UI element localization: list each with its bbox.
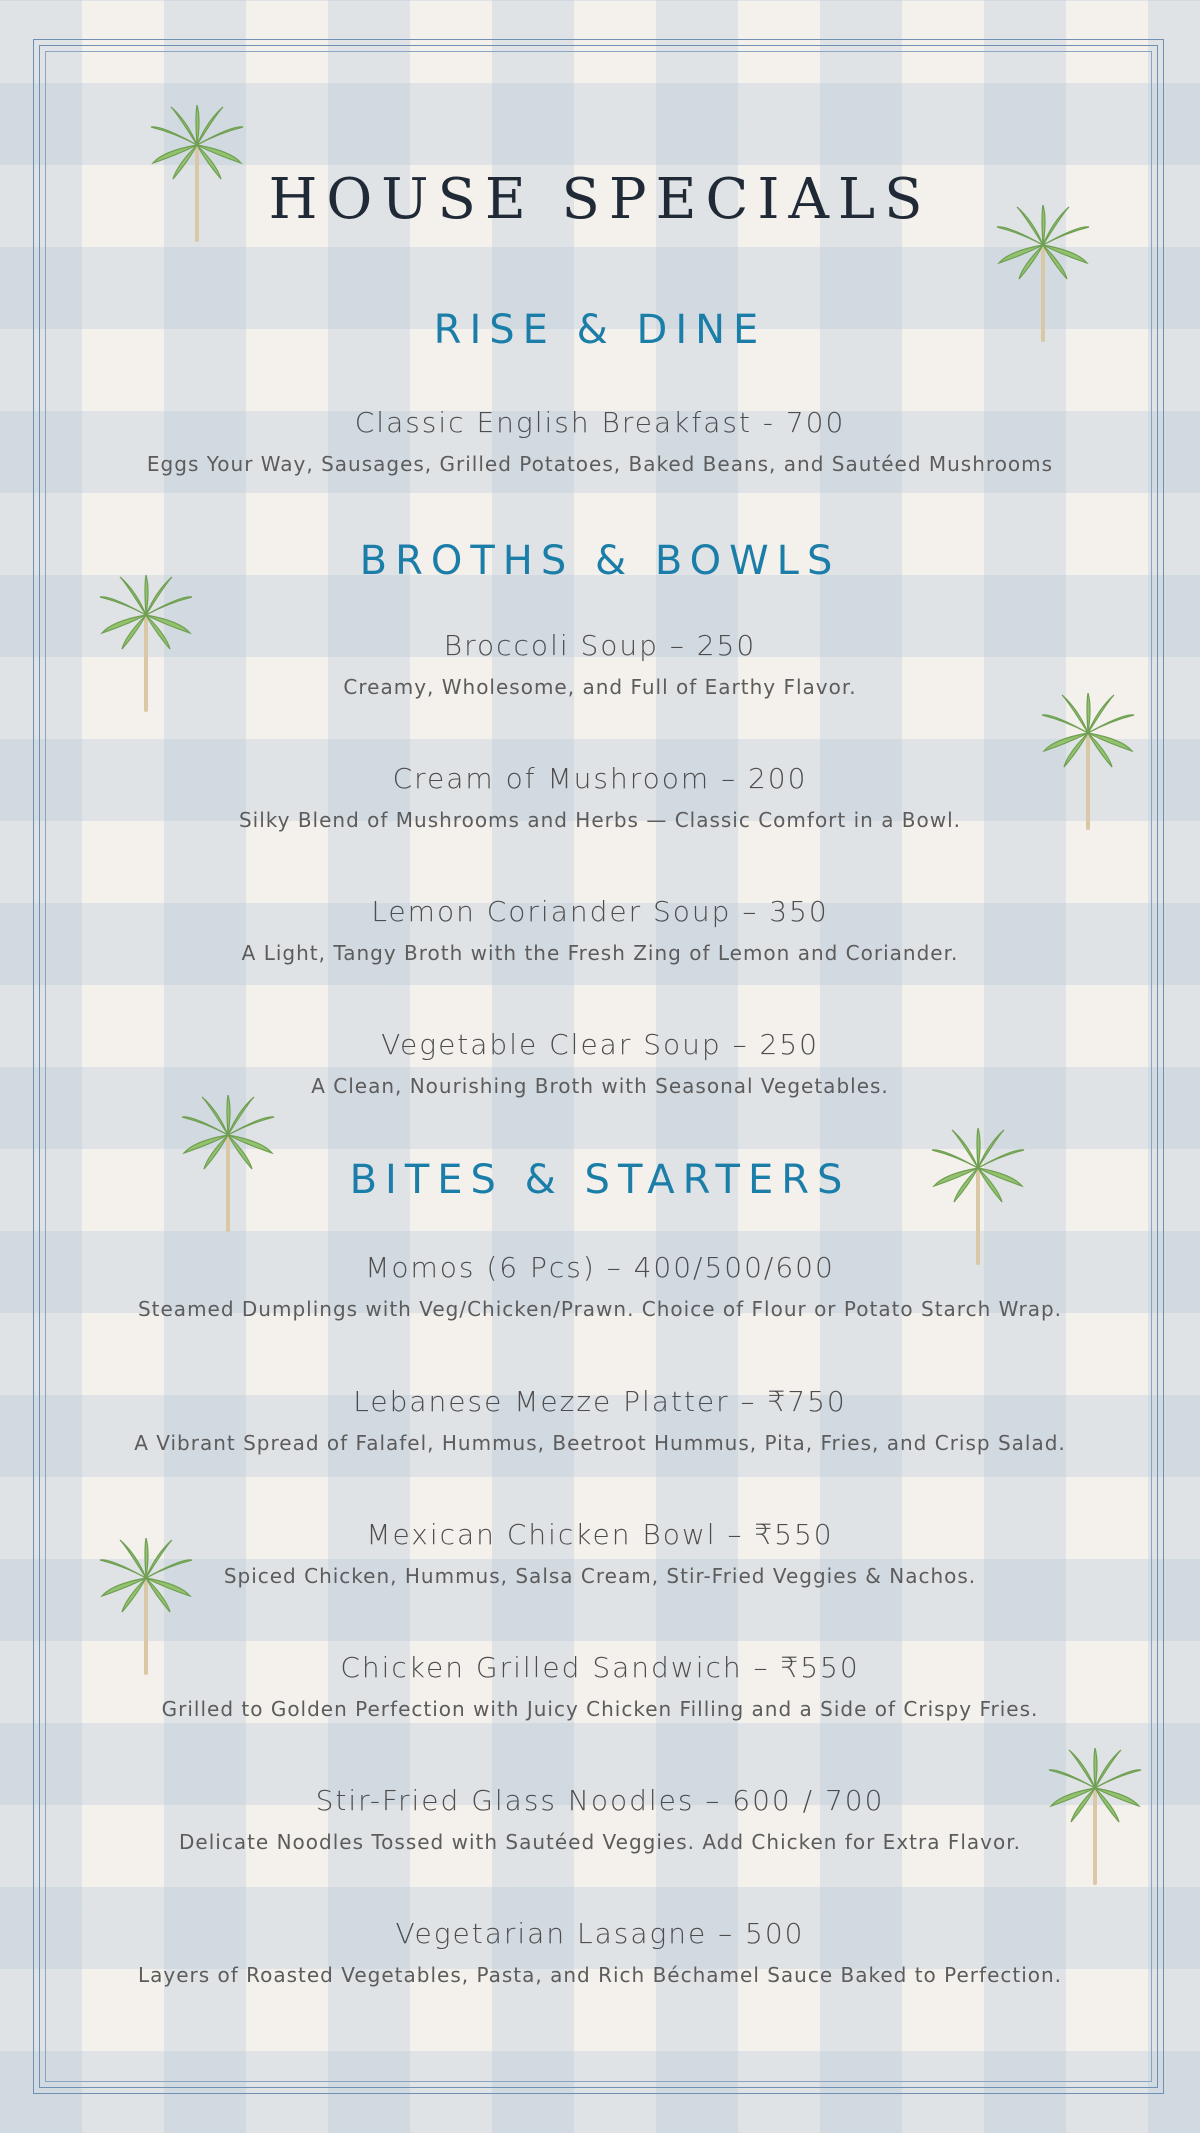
item-description: Creamy, Wholesome, and Full of Earthy Flavor.: [343, 675, 857, 699]
menu-item: [60, 1650, 1140, 1722]
item-description: Delicate Noodles Tossed with Sautéed Veggies. Add Chicken for Extra Flavor.: [179, 1830, 1021, 1854]
item-description: Eggs Your Way, Sausages, Grilled Potatoes, Baked Beans, and Sautéed Mushrooms: [146, 452, 1054, 476]
item-description: A Light, Tangy Broth with the Fresh Zing of Lemon and Coriander.: [241, 941, 959, 965]
item-description: A Vibrant Spread of Falafel, Hummus, Beetroot Hummus, Pita, Fries, and Crisp Salad.: [134, 1431, 1066, 1455]
menu-title: HOUSE SPECIALS: [268, 167, 932, 232]
item-name: Classic English Breakfast - 700: [354, 406, 846, 439]
item-name: Broccoli Soup – 250: [443, 629, 757, 662]
section-title-rise-and-dine: RISE & DINE: [433, 307, 767, 353]
item-name: Lemon Coriander Soup – 350: [371, 895, 829, 928]
menu-item: [60, 1916, 1140, 1988]
menu-item: [60, 1783, 1140, 1855]
menu-item: [60, 894, 1140, 966]
item-name: Momos (6 Pcs) – 400/500/600: [365, 1251, 835, 1284]
item-name: Stir-Fried Glass Noodles – 600 / 700: [315, 1784, 885, 1817]
item-description: Spiced Chicken, Hummus, Salsa Cream, Stir-Fried Veggies & Nachos.: [223, 1564, 977, 1588]
item-description: Layers of Roasted Vegetables, Pasta, and Rich Béchamel Sauce Baked to Perfection.: [137, 1963, 1063, 1987]
item-description: Grilled to Golden Perfection with Juicy Chicken Filling and a Side of Crispy Fries.: [161, 1697, 1039, 1721]
menu-item: [60, 1027, 1140, 1099]
item-name: Vegetarian Lasagne – 500: [395, 1917, 805, 1950]
item-description: Silky Blend of Mushrooms and Herbs — Classic Comfort in a Bowl.: [238, 808, 962, 832]
menu-item: [60, 1384, 1140, 1456]
item-name: Vegetable Clear Soup – 250: [381, 1028, 819, 1061]
section-title-broths-and-bowls: BROTHS & BOWLS: [359, 538, 841, 584]
menu-item: [60, 1517, 1140, 1589]
item-name: Lebanese Mezze Platter – ₹750: [353, 1385, 847, 1418]
menu-item: [60, 1250, 1140, 1322]
item-name: Chicken Grilled Sandwich – ₹550: [340, 1651, 860, 1684]
item-description: Steamed Dumplings with Veg/Chicken/Prawn. Choice of Flour or Potato Starch Wrap.: [137, 1297, 1063, 1321]
menu-item: [60, 405, 1140, 477]
item-name: Mexican Chicken Bowl – ₹550: [366, 1518, 834, 1551]
menu-item: [60, 761, 1140, 833]
item-description: A Clean, Nourishing Broth with Seasonal Vegetables.: [311, 1074, 889, 1098]
item-name: Cream of Mushroom – 200: [392, 762, 808, 795]
menu-item: [60, 628, 1140, 700]
section-title-bites-and-starters: BITES & STARTERS: [349, 1157, 851, 1203]
